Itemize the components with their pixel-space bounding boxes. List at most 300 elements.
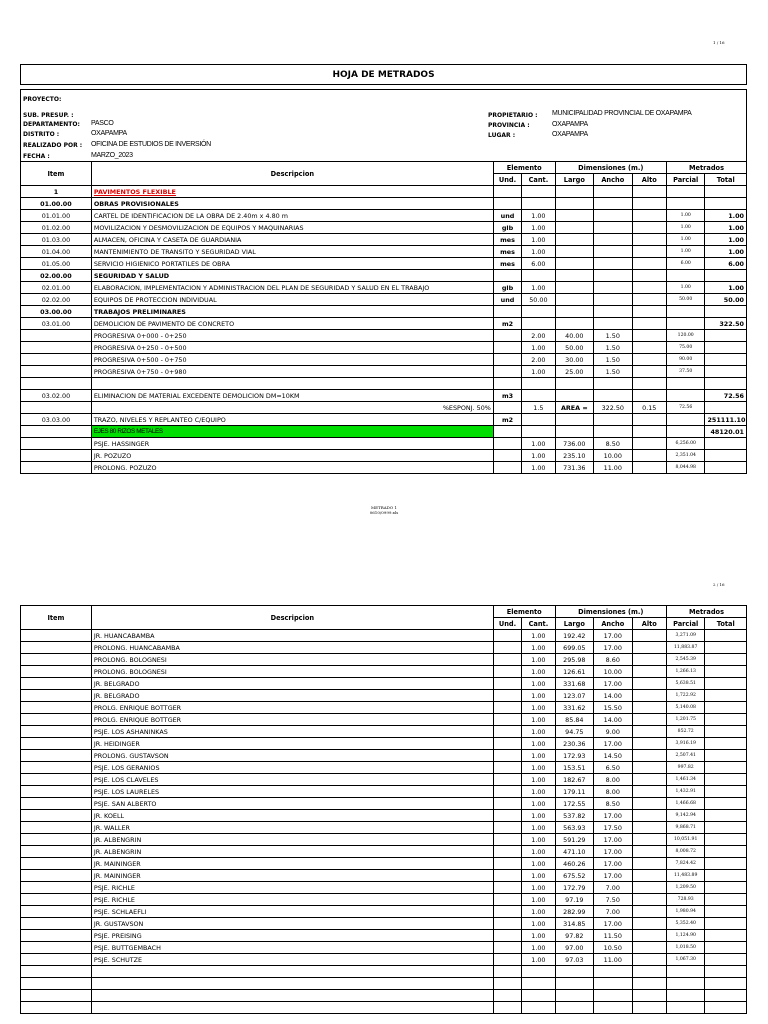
unit-cell: [493, 354, 521, 366]
length-cell: 460.26: [555, 858, 593, 870]
partial-cell: 852.72: [666, 726, 704, 738]
height-cell: [632, 642, 666, 654]
description-cell: MOVILIZACION Y DESMOVILIZACION DE EQUIPOS Y MAQUINARIAS: [91, 222, 493, 234]
total-cell: [705, 966, 747, 978]
description-cell: PSJE. PREISING: [91, 930, 493, 942]
unit-cell: [493, 306, 521, 318]
length-cell: [555, 270, 593, 282]
partial-cell: 1,461.34: [666, 774, 704, 786]
quantity-cell: 1.00: [522, 750, 555, 762]
length-cell: 331.68: [555, 678, 593, 690]
description-cell: PSJE. SCHLAEFLI: [91, 906, 493, 918]
total-cell: [705, 762, 747, 774]
item-cell: [21, 342, 92, 354]
width-cell: 7.00: [594, 882, 632, 894]
partial-cell: 9,142.94: [666, 810, 704, 822]
height-cell: [632, 318, 666, 330]
description-cell: JR. GUSTAVSON: [91, 918, 493, 930]
length-cell: 230.36: [555, 738, 593, 750]
height-cell: [632, 270, 666, 282]
description-cell: MANTENIMIENTO DE TRANSITO Y SEGURIDAD VIAL: [91, 246, 493, 258]
height-cell: [632, 426, 666, 438]
unit-cell: [493, 846, 521, 858]
footer-sheet: METRADO 1: [371, 505, 397, 510]
description-cell: PROLONG. BOLOGNESI: [91, 666, 493, 678]
quantity-cell: 1.00: [522, 954, 555, 966]
unit-cell: [493, 786, 521, 798]
project-header: [20, 89, 747, 162]
height-cell: [632, 726, 666, 738]
length-cell: AREA =: [555, 402, 593, 414]
unit-cell: [493, 978, 521, 990]
quantity-cell: 6.00: [522, 258, 555, 270]
partial-cell: 72.56: [666, 402, 704, 414]
provincia-label: PROVINCIA :: [488, 122, 530, 129]
length-cell: 471.10: [555, 846, 593, 858]
width-cell: 1.50: [594, 330, 632, 342]
length-cell: 235.10: [555, 450, 593, 462]
partial-cell: [666, 990, 704, 1002]
partial-cell: 728.93: [666, 894, 704, 906]
partial-cell: 9,868.71: [666, 822, 704, 834]
width-cell: [594, 318, 632, 330]
table-row: [21, 894, 747, 906]
length-cell: [555, 378, 593, 390]
item-cell: 01.03.00: [21, 234, 92, 246]
total-cell: [705, 342, 747, 354]
partial-cell: 8,044.98: [666, 462, 704, 474]
item-cell: 02.01.00: [21, 282, 92, 294]
item-cell: [21, 954, 92, 966]
total-cell: [705, 450, 747, 462]
height-cell: [632, 366, 666, 378]
quantity-cell: 1.00: [522, 822, 555, 834]
width-cell: [594, 282, 632, 294]
quantity-cell: 1.00: [522, 654, 555, 666]
unit-cell: [493, 438, 521, 450]
width-cell: 9.00: [594, 726, 632, 738]
height-cell: [632, 210, 666, 222]
unit-cell: [493, 966, 521, 978]
height-cell: [632, 942, 666, 954]
height-cell: [632, 762, 666, 774]
total-cell: 1.00: [705, 246, 747, 258]
height-cell: [632, 858, 666, 870]
table-row: [21, 762, 747, 774]
height-cell: [632, 954, 666, 966]
table-row: [21, 966, 747, 978]
total-cell: [705, 702, 747, 714]
total-cell: 50.00: [705, 294, 747, 306]
length-cell: 25.00: [555, 366, 593, 378]
description-cell: JR. WALLER: [91, 822, 493, 834]
table-row: [21, 462, 747, 474]
unit-cell: [493, 774, 521, 786]
item-cell: [21, 678, 92, 690]
width-cell: 17.50: [594, 822, 632, 834]
header-ancho: Ancho: [594, 618, 632, 630]
item-cell: [21, 378, 92, 390]
quantity-cell: [522, 414, 555, 426]
quantity-cell: 1.00: [522, 642, 555, 654]
length-cell: 182.67: [555, 774, 593, 786]
total-cell: [705, 678, 747, 690]
width-cell: 11.00: [594, 462, 632, 474]
total-cell: [705, 942, 747, 954]
width-cell: 8.50: [594, 438, 632, 450]
width-cell: 17.00: [594, 918, 632, 930]
total-cell: [705, 726, 747, 738]
item-cell: [21, 750, 92, 762]
unit-cell: und: [493, 294, 521, 306]
total-cell: [705, 846, 747, 858]
length-cell: [555, 294, 593, 306]
header-item: Item: [21, 606, 92, 630]
item-cell: 02.00.00: [21, 270, 92, 282]
height-cell: [632, 786, 666, 798]
length-cell: 97.00: [555, 942, 593, 954]
item-cell: [21, 642, 92, 654]
length-cell: [555, 1002, 593, 1014]
header-dimensiones: Dimensiones (m.): [555, 162, 666, 174]
description-cell: SERVICIO HIGIENICO PORTATILES DE OBRA: [91, 258, 493, 270]
partial-cell: [666, 378, 704, 390]
length-cell: 85.84: [555, 714, 593, 726]
unit-cell: mes: [493, 234, 521, 246]
table-row: [21, 198, 747, 210]
partial-cell: 2,507.41: [666, 750, 704, 762]
partial-cell: 10,051.91: [666, 834, 704, 846]
partial-cell: 1,201.75: [666, 714, 704, 726]
description-cell: JR. MAININGER: [91, 870, 493, 882]
table-row: [21, 1002, 747, 1014]
height-cell: [632, 702, 666, 714]
length-cell: [555, 222, 593, 234]
item-cell: [21, 942, 92, 954]
proyecto-label: PROYECTO:: [23, 96, 62, 103]
unit-cell: [493, 330, 521, 342]
header-metrados: Metrados: [666, 606, 746, 618]
item-cell: [21, 798, 92, 810]
width-cell: [594, 414, 632, 426]
partial-cell: [666, 426, 704, 438]
description-cell: PROGRESIVA 0+250 - 0+500: [91, 342, 493, 354]
description-cell: JR. KOELL: [91, 810, 493, 822]
quantity-cell: 1.00: [522, 942, 555, 954]
height-cell: [632, 234, 666, 246]
description-cell: [91, 1002, 493, 1014]
total-cell: [705, 462, 747, 474]
total-cell: [705, 918, 747, 930]
total-cell: [705, 714, 747, 726]
unit-cell: [493, 666, 521, 678]
quantity-cell: 1.00: [522, 462, 555, 474]
quantity-cell: 1.00: [522, 702, 555, 714]
header-parcial: Parcial: [666, 174, 704, 186]
unit-cell: [493, 810, 521, 822]
total-cell: [705, 906, 747, 918]
unit-cell: [493, 690, 521, 702]
partial-cell: 11,483.89: [666, 870, 704, 882]
length-cell: 736.00: [555, 438, 593, 450]
partial-cell: 1,432.91: [666, 786, 704, 798]
table-row: [21, 810, 747, 822]
height-cell: [632, 690, 666, 702]
total-cell: 251111.10: [705, 414, 747, 426]
height-cell: [632, 678, 666, 690]
length-cell: 123.07: [555, 690, 593, 702]
table-row: [21, 210, 747, 222]
width-cell: [594, 270, 632, 282]
partial-cell: 1,209.50: [666, 882, 704, 894]
unit-cell: m3: [493, 390, 521, 402]
length-cell: 295.98: [555, 654, 593, 666]
item-cell: 03.02.00: [21, 390, 92, 402]
length-cell: 153.51: [555, 762, 593, 774]
item-cell: [21, 726, 92, 738]
length-cell: 699.05: [555, 642, 593, 654]
quantity-cell: 1.00: [522, 282, 555, 294]
table-row: [21, 918, 747, 930]
lugar-label: LUGAR :: [488, 132, 516, 139]
header-cant: Cant.: [522, 174, 555, 186]
height-cell: [632, 222, 666, 234]
lugar-value: OXAPAMPA: [552, 131, 588, 138]
header-total: Total: [705, 174, 747, 186]
item-cell: 01.02.00: [21, 222, 92, 234]
unit-cell: mes: [493, 258, 521, 270]
width-cell: 8.60: [594, 654, 632, 666]
table-row: [21, 378, 747, 390]
height-cell: [632, 1002, 666, 1014]
width-cell: 11.50: [594, 930, 632, 942]
total-cell: [705, 666, 747, 678]
total-cell: [705, 366, 747, 378]
partial-cell: 2,545.39: [666, 654, 704, 666]
unit-cell: [493, 738, 521, 750]
partial-cell: 1.00: [666, 210, 704, 222]
total-cell: [705, 882, 747, 894]
total-cell: [705, 306, 747, 318]
item-cell: [21, 846, 92, 858]
unit-cell: [493, 462, 521, 474]
quantity-cell: 2.00: [522, 330, 555, 342]
item-cell: [21, 690, 92, 702]
total-cell: [705, 186, 747, 198]
height-cell: [632, 930, 666, 942]
table-row: [21, 258, 747, 270]
unit-cell: mes: [493, 246, 521, 258]
total-cell: 6.00: [705, 258, 747, 270]
height-cell: 0.15: [632, 402, 666, 414]
unit-cell: [493, 918, 521, 930]
footer: [0, 505, 768, 515]
total-cell: [705, 954, 747, 966]
total-cell: [705, 798, 747, 810]
table-row: [21, 954, 747, 966]
width-cell: 8.50: [594, 798, 632, 810]
description-cell: SEGURIDAD Y SALUD: [91, 270, 493, 282]
description-cell: ELIMINACION DE MATERIAL EXCEDENTE DEMOLICION DM=10KM: [91, 390, 493, 402]
partial-cell: 5,352.40: [666, 918, 704, 930]
partial-cell: 3,271.09: [666, 630, 704, 642]
item-cell: 01.05.00: [21, 258, 92, 270]
item-cell: [21, 738, 92, 750]
total-cell: [705, 786, 747, 798]
height-cell: [632, 834, 666, 846]
item-cell: 02.02.00: [21, 294, 92, 306]
quantity-cell: 1.00: [522, 786, 555, 798]
width-cell: 17.00: [594, 870, 632, 882]
quantity-cell: [522, 990, 555, 1002]
height-cell: [632, 978, 666, 990]
description-cell: PSJE. RICHLE: [91, 894, 493, 906]
total-cell: [705, 354, 747, 366]
unit-cell: [493, 630, 521, 642]
partial-cell: [666, 1002, 704, 1014]
width-cell: 10.00: [594, 666, 632, 678]
description-cell: EQUIPOS DE PROTECCION INDIVIDUAL: [91, 294, 493, 306]
table-row: [21, 750, 747, 762]
description-cell: PSJE. SCHUTZE: [91, 954, 493, 966]
description-cell: PSJE. LOS LAURELES: [91, 786, 493, 798]
partial-cell: 6.00: [666, 258, 704, 270]
table-row: [21, 366, 747, 378]
length-cell: [555, 234, 593, 246]
height-cell: [632, 738, 666, 750]
length-cell: [555, 186, 593, 198]
height-cell: [632, 918, 666, 930]
description-cell: PSJE. LOS CLAVELES: [91, 774, 493, 786]
description-cell: JR. HUANCABAMBA: [91, 630, 493, 642]
unit-cell: m2: [493, 318, 521, 330]
table-row: [21, 402, 747, 414]
item-cell: [21, 786, 92, 798]
unit-cell: [493, 654, 521, 666]
quantity-cell: [522, 270, 555, 282]
height-cell: [632, 798, 666, 810]
unit-cell: [493, 678, 521, 690]
partial-cell: 5,140.08: [666, 702, 704, 714]
length-cell: [555, 966, 593, 978]
item-cell: [21, 762, 92, 774]
width-cell: 10.50: [594, 942, 632, 954]
page-number-2: 2 / 16: [713, 582, 725, 587]
item-cell: [21, 654, 92, 666]
header-largo: Largo: [555, 618, 593, 630]
height-cell: [632, 666, 666, 678]
length-cell: 563.93: [555, 822, 593, 834]
table-row: [21, 930, 747, 942]
length-cell: [555, 258, 593, 270]
unit-cell: [493, 378, 521, 390]
quantity-cell: 1.00: [522, 858, 555, 870]
total-cell: [705, 738, 747, 750]
item-cell: 03.01.00: [21, 318, 92, 330]
partial-cell: [666, 414, 704, 426]
width-cell: [594, 246, 632, 258]
quantity-cell: 1.00: [522, 678, 555, 690]
item-cell: [21, 822, 92, 834]
item-cell: 01.01.00: [21, 210, 92, 222]
description-cell: TRAZO, NIVELES Y REPLANTEO C/EQUIPO: [91, 414, 493, 426]
table-row: [21, 786, 747, 798]
unit-cell: [493, 822, 521, 834]
partial-cell: 1,722.92: [666, 690, 704, 702]
quantity-cell: [522, 978, 555, 990]
description-cell: PROLG. ENRIQUE BOTTGER: [91, 714, 493, 726]
width-cell: 17.00: [594, 810, 632, 822]
table-row: [21, 222, 747, 234]
item-cell: [21, 450, 92, 462]
item-cell: [21, 462, 92, 474]
item-cell: 01.04.00: [21, 246, 92, 258]
unit-cell: [493, 426, 521, 438]
table-row: [21, 726, 747, 738]
width-cell: 322.50: [594, 402, 632, 414]
width-cell: 14.00: [594, 714, 632, 726]
height-cell: [632, 258, 666, 270]
width-cell: [594, 210, 632, 222]
quantity-cell: [522, 186, 555, 198]
description-cell: PROGRESIVA 0+500 - 0+750: [91, 354, 493, 366]
length-cell: 537.82: [555, 810, 593, 822]
partial-cell: 1,067.30: [666, 954, 704, 966]
height-cell: [632, 870, 666, 882]
width-cell: 7.50: [594, 894, 632, 906]
width-cell: 14.00: [594, 690, 632, 702]
item-cell: [21, 894, 92, 906]
length-cell: 97.19: [555, 894, 593, 906]
description-cell: CARTEL DE IDENTIFICACION DE LA OBRA DE 2.40m x 4.80 m: [91, 210, 493, 222]
width-cell: 1.50: [594, 342, 632, 354]
item-cell: [21, 714, 92, 726]
height-cell: [632, 246, 666, 258]
total-cell: [705, 642, 747, 654]
table-row: [21, 234, 747, 246]
width-cell: [594, 390, 632, 402]
description-cell: OBRAS PROVISIONALES: [91, 198, 493, 210]
unit-cell: [493, 906, 521, 918]
description-cell: PSJE. SAN ALBERTO: [91, 798, 493, 810]
total-cell: 322.50: [705, 318, 747, 330]
propietario-value: MUNICIPALIDAD PROVINCIAL DE OXAPAMPA: [552, 110, 692, 117]
unit-cell: [493, 858, 521, 870]
table-row: [21, 906, 747, 918]
height-cell: [632, 882, 666, 894]
section-heading: PAVIMENTOS FLEXIBLE: [93, 187, 176, 196]
height-cell: [632, 390, 666, 402]
unit-cell: [493, 714, 521, 726]
length-cell: 331.62: [555, 702, 593, 714]
description-cell: EJES 80 RIZOS METALES: [91, 426, 493, 438]
partial-cell: 1.00: [666, 222, 704, 234]
header-und: Und.: [493, 618, 521, 630]
unit-cell: [493, 894, 521, 906]
unit-cell: [493, 642, 521, 654]
description-cell: [91, 990, 493, 1002]
subpresup-label: SUB. PRESUP. :: [23, 112, 74, 119]
table-row: [21, 882, 747, 894]
height-cell: [632, 654, 666, 666]
quantity-cell: 1.00: [522, 690, 555, 702]
partial-cell: 7,824.42: [666, 858, 704, 870]
quantity-cell: 1.00: [522, 870, 555, 882]
unit-cell: [493, 882, 521, 894]
header-item: Item: [21, 162, 92, 186]
partial-cell: 8,008.72: [666, 846, 704, 858]
height-cell: [632, 330, 666, 342]
